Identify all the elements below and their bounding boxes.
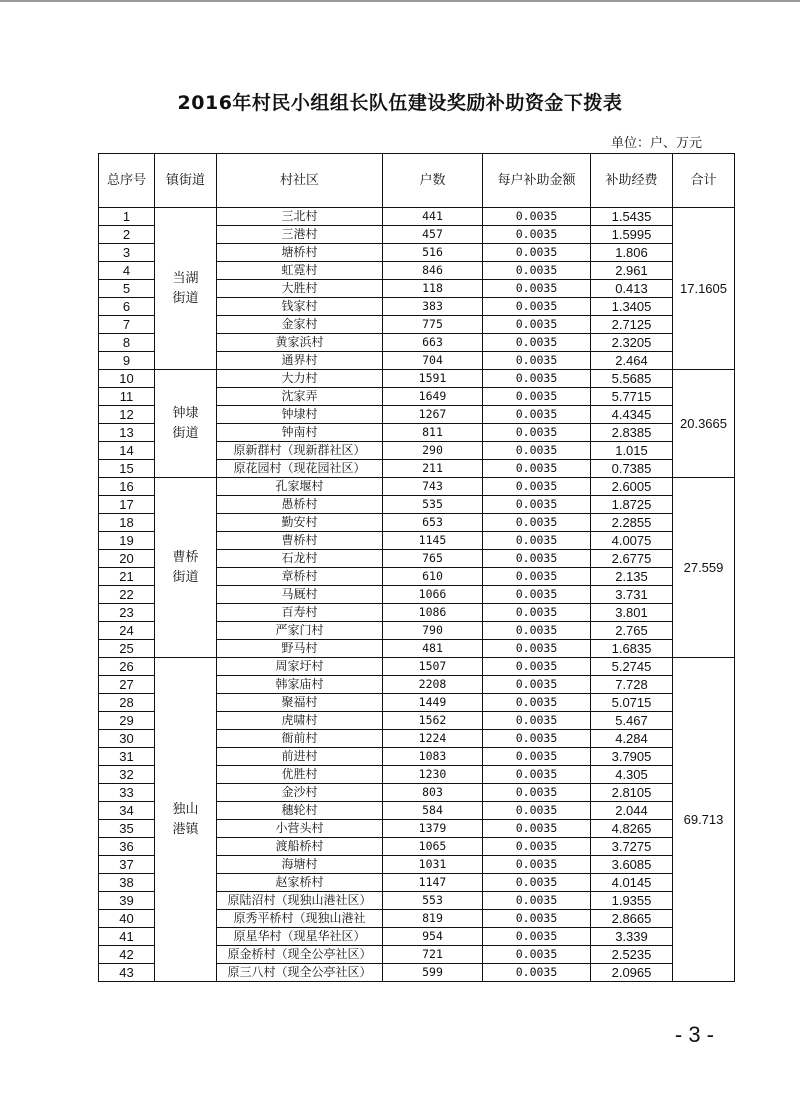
unit-label: 单位：户、万元 [610, 136, 702, 151]
per-household-cell: 0.0035 [483, 478, 591, 496]
village-cell: 原陆沼村（现独山港社区） [217, 892, 383, 910]
subsidy-cell: 1.9355 [591, 892, 673, 910]
village-cell: 原星华村（现星华社区） [217, 928, 383, 946]
village-cell: 勤安村 [217, 514, 383, 532]
per-household-cell: 0.0035 [483, 370, 591, 388]
households-cell: 211 [383, 460, 483, 478]
town-cell: 钟埭街道 [155, 370, 217, 478]
households-cell: 290 [383, 442, 483, 460]
households-cell: 553 [383, 892, 483, 910]
seq-cell: 38 [99, 874, 155, 892]
per-household-cell: 0.0035 [483, 442, 591, 460]
village-cell: 衙前村 [217, 730, 383, 748]
subsidy-cell: 2.0965 [591, 964, 673, 982]
per-household-cell: 0.0035 [483, 820, 591, 838]
households-cell: 765 [383, 550, 483, 568]
subsidy-cell: 1.3405 [591, 298, 673, 316]
seq-cell: 42 [99, 946, 155, 964]
per-household-cell: 0.0035 [483, 460, 591, 478]
subsidy-cell: 2.2855 [591, 514, 673, 532]
households-cell: 1147 [383, 874, 483, 892]
seq-cell: 11 [99, 388, 155, 406]
village-cell: 前进村 [217, 748, 383, 766]
village-cell: 三港村 [217, 226, 383, 244]
per-household-cell: 0.0035 [483, 532, 591, 550]
village-cell: 渡船桥村 [217, 838, 383, 856]
seq-cell: 4 [99, 262, 155, 280]
header-row [99, 154, 735, 208]
header-households: 户数 [383, 154, 483, 208]
households-cell: 803 [383, 784, 483, 802]
seq-cell: 6 [99, 298, 155, 316]
seq-cell: 12 [99, 406, 155, 424]
per-household-cell: 0.0035 [483, 658, 591, 676]
households-cell: 1591 [383, 370, 483, 388]
subsidy-cell: 2.8105 [591, 784, 673, 802]
seq-cell: 8 [99, 334, 155, 352]
per-household-cell: 0.0035 [483, 748, 591, 766]
per-household-cell: 0.0035 [483, 316, 591, 334]
households-cell: 584 [383, 802, 483, 820]
subsidy-cell: 2.3205 [591, 334, 673, 352]
per-household-cell: 0.0035 [483, 622, 591, 640]
households-cell: 118 [383, 280, 483, 298]
header-total: 合计 [673, 154, 735, 208]
households-cell: 535 [383, 496, 483, 514]
group-total-cell: 27.559 [673, 478, 735, 658]
per-household-cell: 0.0035 [483, 604, 591, 622]
village-cell: 海塘村 [217, 856, 383, 874]
per-household-cell: 0.0035 [483, 640, 591, 658]
village-cell: 大力村 [217, 370, 383, 388]
village-cell: 愚桥村 [217, 496, 383, 514]
seq-cell: 35 [99, 820, 155, 838]
households-cell: 1649 [383, 388, 483, 406]
village-cell: 通界村 [217, 352, 383, 370]
households-cell: 383 [383, 298, 483, 316]
header-village: 村社区 [217, 154, 383, 208]
seq-cell: 14 [99, 442, 155, 460]
table-body [99, 208, 735, 982]
subsidy-cell: 2.6775 [591, 550, 673, 568]
seq-cell: 7 [99, 316, 155, 334]
households-cell: 663 [383, 334, 483, 352]
subsidy-cell: 4.0145 [591, 874, 673, 892]
village-cell: 聚福村 [217, 694, 383, 712]
households-cell: 790 [383, 622, 483, 640]
village-cell: 优胜村 [217, 766, 383, 784]
subsidy-cell: 5.2745 [591, 658, 673, 676]
per-household-cell: 0.0035 [483, 694, 591, 712]
seq-cell: 34 [99, 802, 155, 820]
per-household-cell: 0.0035 [483, 892, 591, 910]
seq-cell: 29 [99, 712, 155, 730]
per-household-cell: 0.0035 [483, 244, 591, 262]
per-household-cell: 0.0035 [483, 208, 591, 226]
village-cell: 黄家浜村 [217, 334, 383, 352]
table-row [99, 658, 735, 676]
village-cell: 金沙村 [217, 784, 383, 802]
subsidy-cell: 0.7385 [591, 460, 673, 478]
subsidy-cell: 1.8725 [591, 496, 673, 514]
table-row [99, 208, 735, 226]
seq-cell: 25 [99, 640, 155, 658]
village-cell: 虹霓村 [217, 262, 383, 280]
seq-cell: 5 [99, 280, 155, 298]
village-cell: 塘桥村 [217, 244, 383, 262]
households-cell: 1379 [383, 820, 483, 838]
households-cell: 1562 [383, 712, 483, 730]
per-household-cell: 0.0035 [483, 946, 591, 964]
village-cell: 马厩村 [217, 586, 383, 604]
households-cell: 599 [383, 964, 483, 982]
households-cell: 1086 [383, 604, 483, 622]
seq-cell: 19 [99, 532, 155, 550]
page-number: - 3 - [674, 1022, 714, 1047]
households-cell: 1507 [383, 658, 483, 676]
village-cell: 钱家村 [217, 298, 383, 316]
per-household-cell: 0.0035 [483, 910, 591, 928]
subsidy-cell: 2.8665 [591, 910, 673, 928]
households-cell: 1230 [383, 766, 483, 784]
village-cell: 赵家桥村 [217, 874, 383, 892]
subsidy-cell: 1.5435 [591, 208, 673, 226]
seq-cell: 27 [99, 676, 155, 694]
seq-cell: 9 [99, 352, 155, 370]
households-cell: 516 [383, 244, 483, 262]
village-cell: 石龙村 [217, 550, 383, 568]
subsidy-cell: 2.135 [591, 568, 673, 586]
seq-cell: 31 [99, 748, 155, 766]
subsidy-cell: 2.464 [591, 352, 673, 370]
seq-cell: 1 [99, 208, 155, 226]
seq-cell: 37 [99, 856, 155, 874]
households-cell: 704 [383, 352, 483, 370]
households-cell: 721 [383, 946, 483, 964]
per-household-cell: 0.0035 [483, 856, 591, 874]
per-household-cell: 0.0035 [483, 424, 591, 442]
village-cell: 严家门村 [217, 622, 383, 640]
seq-cell: 13 [99, 424, 155, 442]
village-cell: 钟埭村 [217, 406, 383, 424]
seq-cell: 21 [99, 568, 155, 586]
seq-cell: 32 [99, 766, 155, 784]
per-household-cell: 0.0035 [483, 334, 591, 352]
subsidy-cell: 5.7715 [591, 388, 673, 406]
households-cell: 653 [383, 514, 483, 532]
seq-cell: 24 [99, 622, 155, 640]
households-cell: 1083 [383, 748, 483, 766]
header-subsidy: 补助经费 [591, 154, 673, 208]
subsidy-cell: 3.7905 [591, 748, 673, 766]
households-cell: 846 [383, 262, 483, 280]
per-household-cell: 0.0035 [483, 838, 591, 856]
subsidy-cell: 4.4345 [591, 406, 673, 424]
per-household-cell: 0.0035 [483, 586, 591, 604]
subsidy-cell: 2.961 [591, 262, 673, 280]
per-household-cell: 0.0035 [483, 730, 591, 748]
village-cell: 原花园村（现花园社区） [217, 460, 383, 478]
subsidy-cell: 4.305 [591, 766, 673, 784]
per-household-cell: 0.0035 [483, 352, 591, 370]
households-cell: 1031 [383, 856, 483, 874]
table-row [99, 370, 735, 388]
seq-cell: 15 [99, 460, 155, 478]
subsidy-cell: 2.5235 [591, 946, 673, 964]
subsidy-cell: 1.806 [591, 244, 673, 262]
seq-cell: 36 [99, 838, 155, 856]
seq-cell: 40 [99, 910, 155, 928]
subsidy-cell: 1.015 [591, 442, 673, 460]
village-cell: 钟南村 [217, 424, 383, 442]
households-cell: 1449 [383, 694, 483, 712]
per-household-cell: 0.0035 [483, 496, 591, 514]
per-household-cell: 0.0035 [483, 226, 591, 244]
village-cell: 章桥村 [217, 568, 383, 586]
seq-cell: 10 [99, 370, 155, 388]
subsidy-cell: 2.8385 [591, 424, 673, 442]
subsidy-cell: 0.413 [591, 280, 673, 298]
per-household-cell: 0.0035 [483, 550, 591, 568]
subsidy-cell: 1.5995 [591, 226, 673, 244]
subsidy-cell: 3.339 [591, 928, 673, 946]
subsidy-cell: 4.0075 [591, 532, 673, 550]
page-title: 2016年村民小组组长队伍建设奖励补助资金下拨表 [177, 92, 623, 114]
seq-cell: 3 [99, 244, 155, 262]
subsidy-cell: 2.6005 [591, 478, 673, 496]
subsidy-cell: 3.6085 [591, 856, 673, 874]
subsidy-cell: 2.765 [591, 622, 673, 640]
per-household-cell: 0.0035 [483, 874, 591, 892]
households-cell: 2208 [383, 676, 483, 694]
village-cell: 原三八村（现全公亭社区） [217, 964, 383, 982]
per-household-cell: 0.0035 [483, 568, 591, 586]
per-household-cell: 0.0035 [483, 802, 591, 820]
seq-cell: 18 [99, 514, 155, 532]
group-total-cell: 17.1605 [673, 208, 735, 370]
households-cell: 1066 [383, 586, 483, 604]
village-cell: 孔家堰村 [217, 478, 383, 496]
header-seq: 总序号 [99, 154, 155, 208]
town-cell: 曹桥街道 [155, 478, 217, 658]
seq-cell: 33 [99, 784, 155, 802]
group-total-cell: 69.713 [673, 658, 735, 982]
village-cell: 曹桥村 [217, 532, 383, 550]
top-rule [0, 0, 800, 2]
per-household-cell: 0.0035 [483, 964, 591, 982]
village-cell: 穗轮村 [217, 802, 383, 820]
seq-cell: 41 [99, 928, 155, 946]
subsidy-cell: 7.728 [591, 676, 673, 694]
subsidy-cell: 1.6835 [591, 640, 673, 658]
village-cell: 大胜村 [217, 280, 383, 298]
households-cell: 811 [383, 424, 483, 442]
subsidy-cell: 2.7125 [591, 316, 673, 334]
subsidy-cell: 2.044 [591, 802, 673, 820]
seq-cell: 22 [99, 586, 155, 604]
seq-cell: 26 [99, 658, 155, 676]
households-cell: 1145 [383, 532, 483, 550]
village-cell: 三北村 [217, 208, 383, 226]
households-cell: 441 [383, 208, 483, 226]
header-per-household: 每户补助金额 [483, 154, 591, 208]
village-cell: 百寿村 [217, 604, 383, 622]
seq-cell: 39 [99, 892, 155, 910]
subsidy-cell: 5.0715 [591, 694, 673, 712]
village-cell: 野马村 [217, 640, 383, 658]
households-cell: 775 [383, 316, 483, 334]
per-household-cell: 0.0035 [483, 712, 591, 730]
seq-cell: 43 [99, 964, 155, 982]
town-cell: 当湖街道 [155, 208, 217, 370]
per-household-cell: 0.0035 [483, 280, 591, 298]
seq-cell: 16 [99, 478, 155, 496]
village-cell: 原新群村（现新群社区） [217, 442, 383, 460]
village-cell: 金家村 [217, 316, 383, 334]
subsidy-cell: 3.7275 [591, 838, 673, 856]
seq-cell: 23 [99, 604, 155, 622]
households-cell: 1224 [383, 730, 483, 748]
table-row [99, 478, 735, 496]
subsidy-cell: 5.467 [591, 712, 673, 730]
per-household-cell: 0.0035 [483, 784, 591, 802]
header-town: 镇街道 [155, 154, 217, 208]
per-household-cell: 0.0035 [483, 514, 591, 532]
seq-cell: 30 [99, 730, 155, 748]
town-cell: 独山港镇 [155, 658, 217, 982]
village-cell: 原秀平桥村（现独山港社 [217, 910, 383, 928]
subsidy-cell: 4.8265 [591, 820, 673, 838]
subsidy-cell: 3.731 [591, 586, 673, 604]
subsidy-cell: 3.801 [591, 604, 673, 622]
village-cell: 小营头村 [217, 820, 383, 838]
households-cell: 954 [383, 928, 483, 946]
village-cell: 韩家庙村 [217, 676, 383, 694]
households-cell: 457 [383, 226, 483, 244]
subsidy-cell: 4.284 [591, 730, 673, 748]
households-cell: 1267 [383, 406, 483, 424]
seq-cell: 20 [99, 550, 155, 568]
subsidy-cell: 5.5685 [591, 370, 673, 388]
seq-cell: 17 [99, 496, 155, 514]
per-household-cell: 0.0035 [483, 676, 591, 694]
per-household-cell: 0.0035 [483, 262, 591, 280]
households-cell: 481 [383, 640, 483, 658]
seq-cell: 28 [99, 694, 155, 712]
per-household-cell: 0.0035 [483, 928, 591, 946]
households-cell: 819 [383, 910, 483, 928]
village-cell: 周家圩村 [217, 658, 383, 676]
per-household-cell: 0.0035 [483, 298, 591, 316]
village-cell: 虎啸村 [217, 712, 383, 730]
seq-cell: 2 [99, 226, 155, 244]
per-household-cell: 0.0035 [483, 766, 591, 784]
per-household-cell: 0.0035 [483, 406, 591, 424]
households-cell: 1065 [383, 838, 483, 856]
village-cell: 原金桥村（现全公亭社区） [217, 946, 383, 964]
per-household-cell: 0.0035 [483, 388, 591, 406]
subsidy-table [98, 153, 735, 982]
households-cell: 610 [383, 568, 483, 586]
group-total-cell: 20.3665 [673, 370, 735, 478]
village-cell: 沈家弄 [217, 388, 383, 406]
households-cell: 743 [383, 478, 483, 496]
